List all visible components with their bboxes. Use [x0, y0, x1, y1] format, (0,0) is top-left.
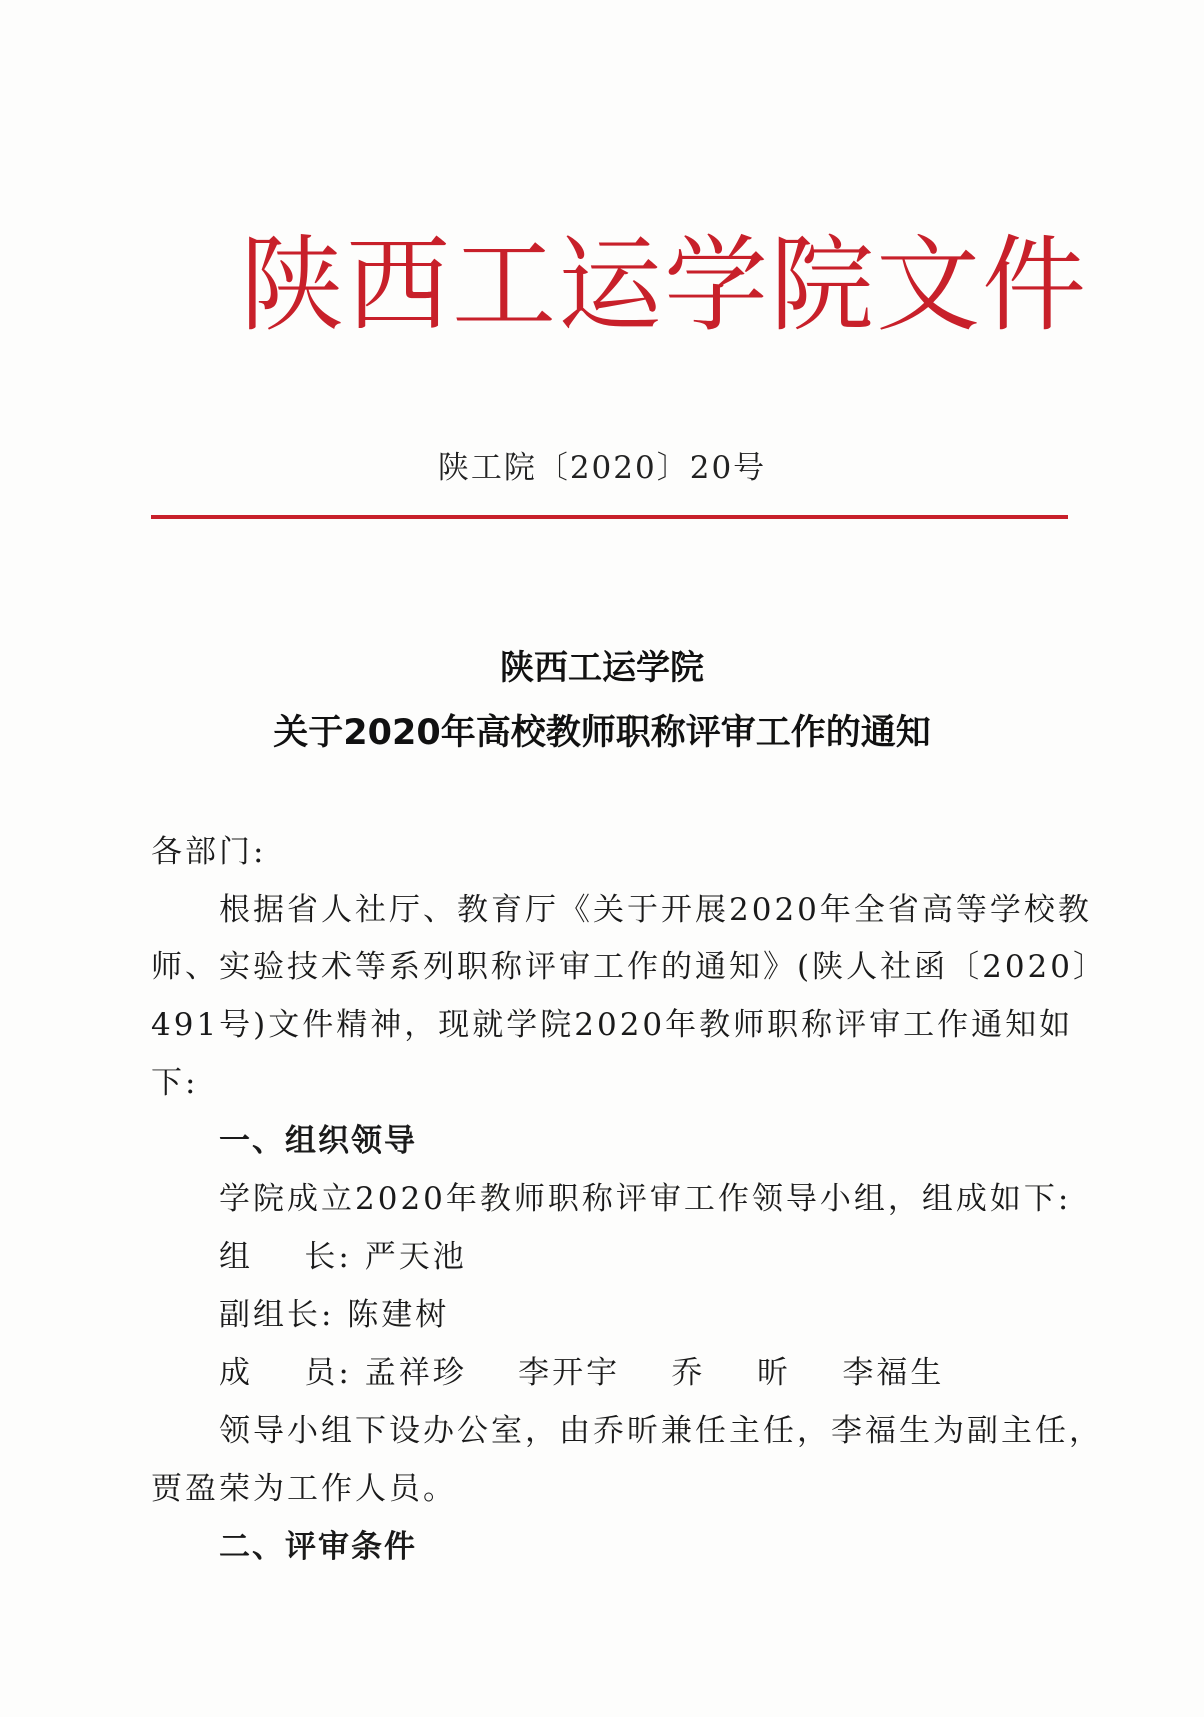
document-number: 陕工院〔2020〕20号 — [437, 450, 767, 486]
members-line: 成 员: 孟祥珍 李开宇 乔 昕 李福生 — [219, 1355, 945, 1391]
notice-title: 关于2020年高校教师职称评审工作的通知 — [273, 713, 931, 753]
section-1-text: 学院成立2020年教师职称评审工作领导小组，组成如下: — [219, 1181, 1072, 1217]
office-line-2: 贾盈荣为工作人员。 — [151, 1471, 457, 1507]
intro-line-4: 下: — [151, 1065, 199, 1101]
section-1-heading: 一、组织领导 — [219, 1123, 417, 1159]
office-line-1: 领导小组下设办公室，由乔昕兼任主任，李福生为副主任， — [219, 1413, 1103, 1449]
intro-line-1: 根据省人社厅、教育厅《关于开展2020年全省高等学校教 — [219, 892, 1092, 928]
notice-issuer: 陕西工运学院 — [500, 648, 704, 688]
deputy-leader-line: 副组长: 陈建树 — [219, 1297, 450, 1333]
intro-line-2: 师、实验技术等系列职称评审工作的通知》(陕人社函〔2020〕 — [151, 949, 1107, 985]
section-2-heading: 二、评审条件 — [219, 1529, 417, 1565]
intro-line-3: 491号)文件精神，现就学院2020年教师职称评审工作通知如 — [151, 1007, 1074, 1043]
masthead-title: 陕西工运学院文件 — [240, 224, 1089, 346]
red-divider-line — [151, 515, 1068, 519]
leader-line: 组 长: 严天池 — [219, 1239, 467, 1275]
salutation: 各部门: — [151, 834, 267, 870]
